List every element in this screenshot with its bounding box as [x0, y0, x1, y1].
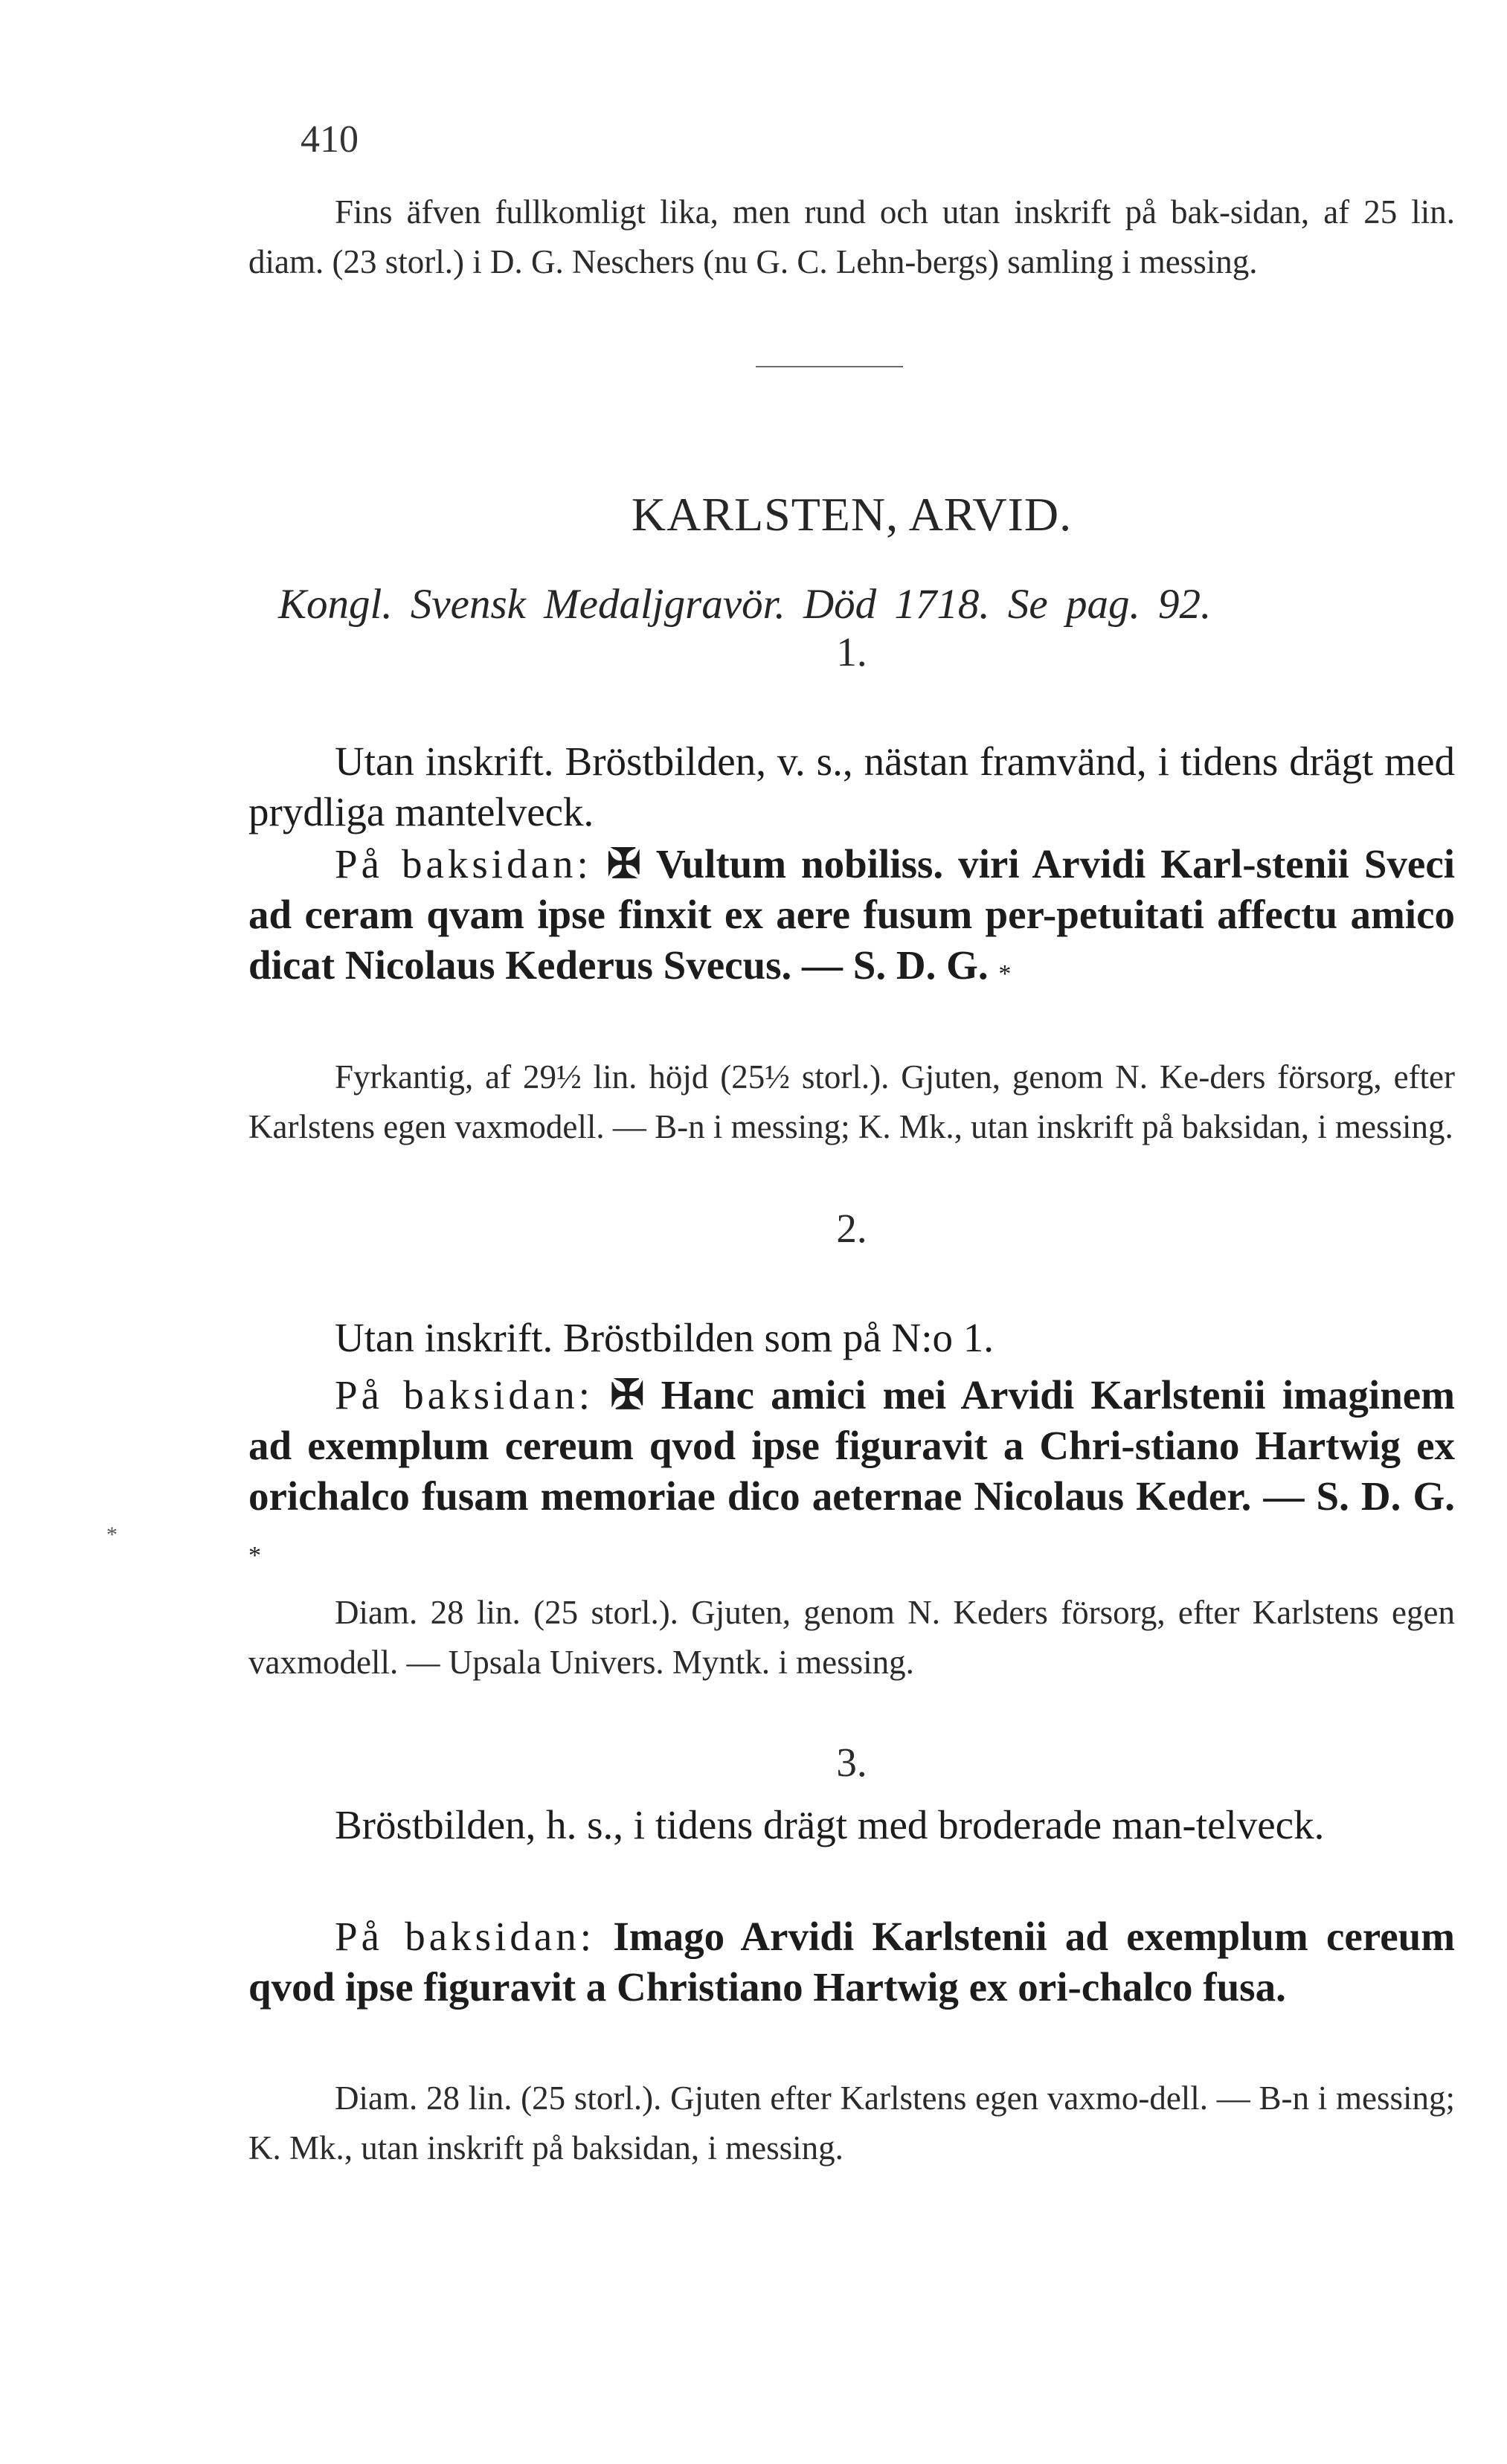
reverse-label: På baksidan:: [335, 1372, 594, 1418]
reverse-inscription: Vultum nobiliss. viri Arvidi Karl-stenii Sveci ad ceram qvam ipse finxit ex aere fusum per-petuitati affectu amico dicat Nicolaus Kederus Svecus. — S. D. G.: [248, 841, 1456, 988]
margin-mark: *: [106, 1522, 118, 1547]
reverse-label: På baksidan:: [335, 841, 592, 887]
entry-reverse: [248, 1911, 1455, 2013]
page-number: 410: [301, 118, 359, 161]
asterisk-mark: *: [248, 1542, 261, 1569]
entry-number: 1.: [836, 629, 867, 675]
entry-reverse: [248, 839, 1455, 1000]
entry-obverse: Utan inskrift. Bröstbilden som på N:o 1.: [335, 1315, 995, 1360]
section-subtitle: Kongl. Svensk Medaljgravör. Död 1718. Se pag. 92.: [278, 581, 1212, 628]
section-divider: [756, 366, 903, 367]
reverse-label: På baksidan:: [335, 1914, 596, 1959]
entry-number: 2.: [836, 1206, 867, 1251]
asterisk-mark: *: [998, 960, 1012, 988]
entry-obverse: Bröstbilden, h. s., i tidens drägt med broderade man-telveck.: [335, 1802, 1325, 1847]
entry-details: Diam. 28 lin. (25 storl.). Gjuten, genom N. Keders försorg, efter Karlstens egen vaxmodell. — Upsala Univers. Myntk. i messing.: [248, 1594, 1455, 1681]
entry-details: Diam. 28 lin. (25 storl.). Gjuten efter Karlstens egen vaxmo-dell. — B-n i messing; K. Mk., utan inskrift på baksidan, i messing.: [248, 2079, 1455, 2167]
cross-icon: ✠: [606, 841, 641, 887]
entry-reverse: [248, 1370, 1455, 1581]
reverse-inscription: Imago Arvidi Karlstenii ad exemplum cereum qvod ipse figuravit a Christiano Hartwig ex ori-chalco fusa.: [248, 1914, 1456, 2010]
section-heading: KARLSTEN, ARVID.: [631, 488, 1073, 541]
reverse-inscription: Hanc amici mei Arvidi Karlstenii imaginem ad exemplum cereum qvod ipse figuravit a Chri-stiano Hartwig ex orichalco fusam memoriae dico aeternae Nicolaus Keder. — S. D. G.: [248, 1372, 1456, 1519]
entry-number: 3.: [836, 1740, 867, 1785]
cross-icon: ✠: [610, 1372, 645, 1418]
entry-obverse: Utan inskrift. Bröstbilden, v. s., nästan framvänd, i tidens drägt med prydliga mantelveck.: [248, 739, 1455, 834]
entry-details: Fyrkantig, af 29½ lin. höjd (25½ storl.). Gjuten, genom N. Ke-ders försorg, efter Karlstens egen vaxmodell. — B-n i messing; K. Mk., utan inskrift på baksidan, i messing.: [248, 1058, 1455, 1145]
intro-paragraph: Fins äfven fullkomligt lika, men rund och utan inskrift på bak-sidan, af 25 lin. diam. (23 storl.) i D. G. Neschers (nu G. C. Lehn-bergs) samling i messing.: [248, 193, 1455, 280]
